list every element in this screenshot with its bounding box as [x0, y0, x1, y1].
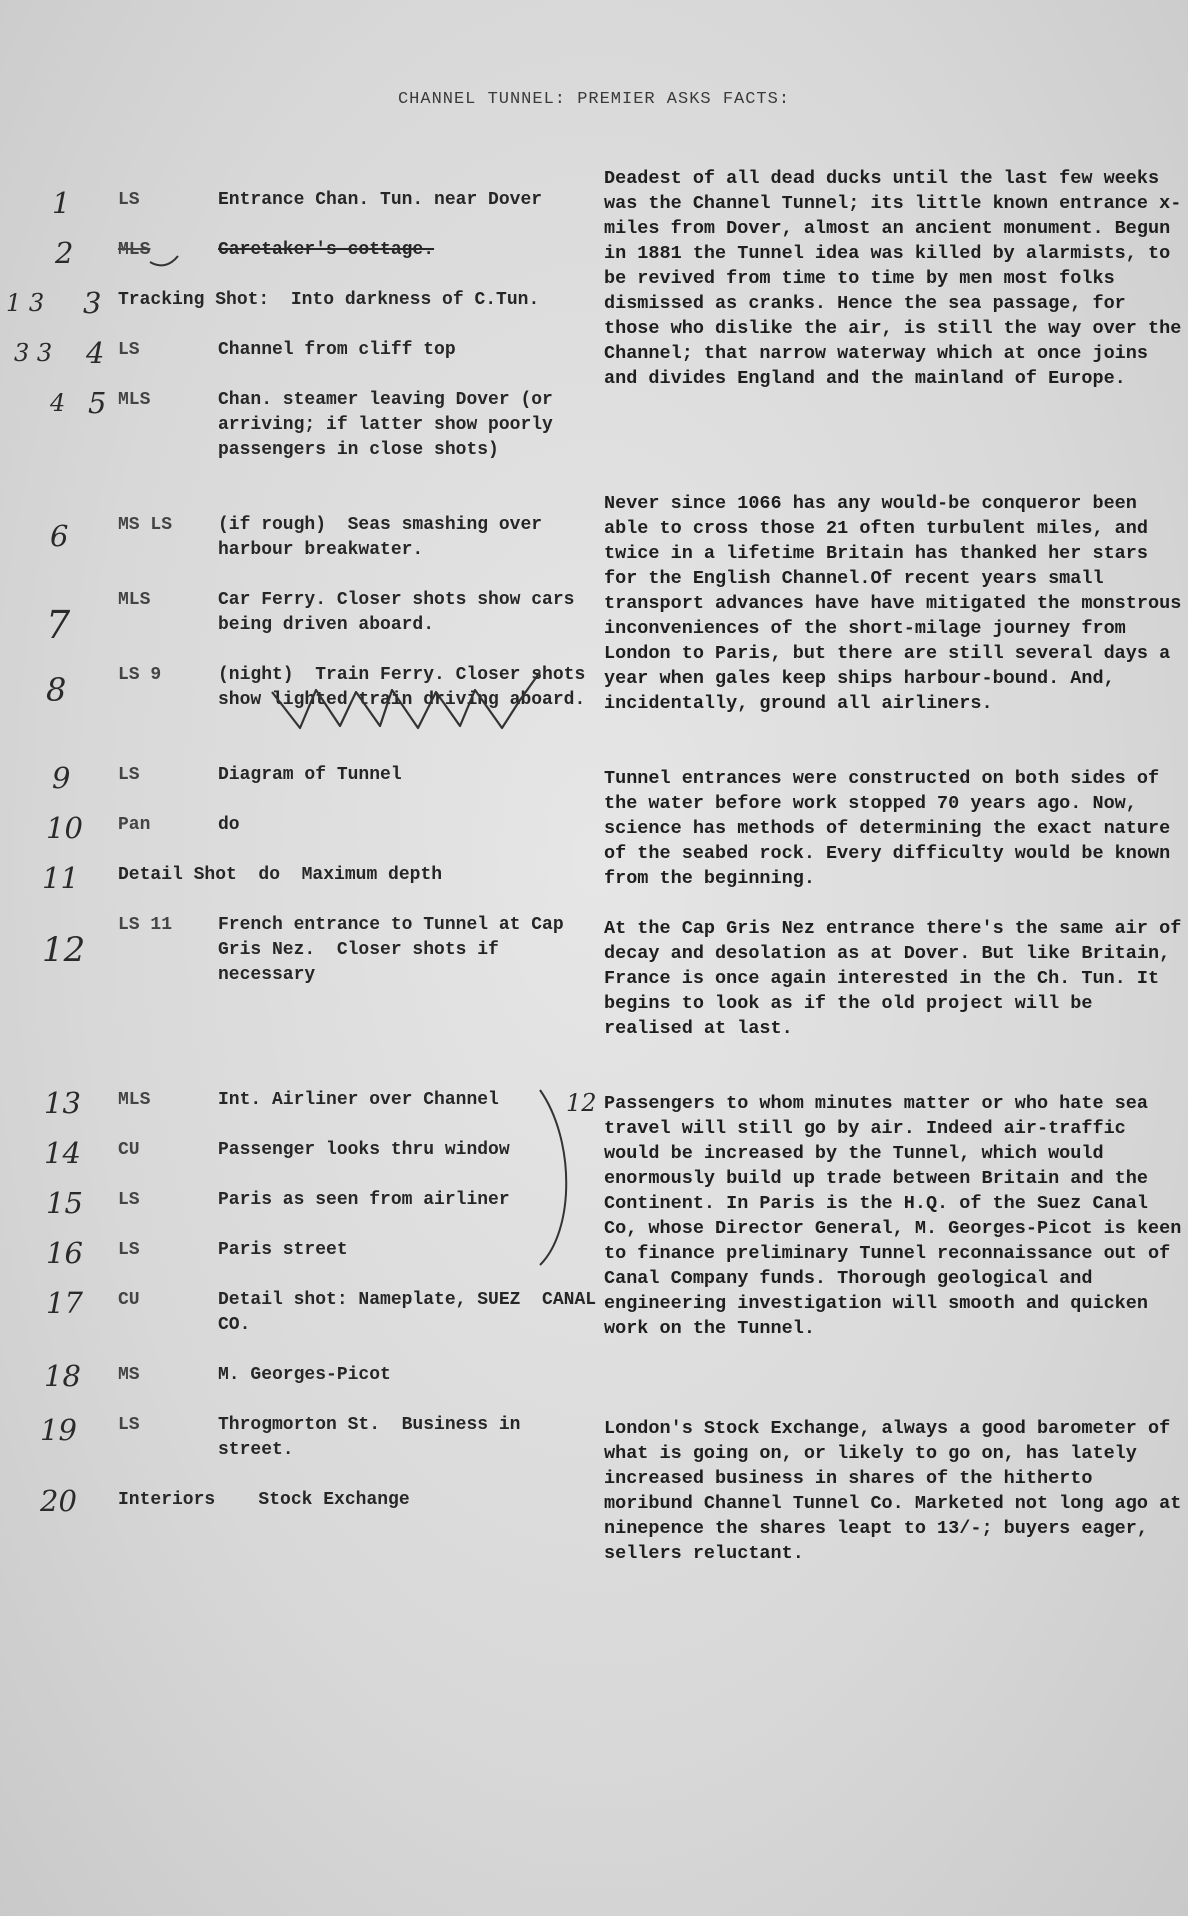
shot-code: MS LS — [118, 515, 173, 535]
shot-description: Int. Airliner over Channel — [218, 1090, 499, 1110]
shot-code: LS — [118, 1415, 140, 1435]
shot-number: 8 — [46, 671, 67, 709]
shot-code: LS 9 — [118, 665, 162, 685]
shot-number: 11 — [42, 861, 79, 895]
shot-number: 13 — [44, 1086, 81, 1120]
shot-description: Passenger looks thru window — [218, 1140, 510, 1160]
shot-number: 5 — [88, 386, 107, 420]
shot-description: Detail Shot do Maximum depth — [118, 865, 443, 885]
shot-number: 3 — [83, 286, 102, 320]
shot-description: (night) Train Ferry. Closer shots show lighted train driving aboard. — [218, 665, 597, 710]
shot-code: LS 11 — [118, 915, 173, 935]
margin-note: 1 3 — [6, 289, 45, 317]
shot-number: 19 — [40, 1413, 77, 1447]
shot-number: 4 — [86, 336, 105, 370]
shot-description: Detail shot: Nameplate, SUEZ CANAL CO. — [218, 1290, 607, 1335]
narration-paragraph: Tunnel entrances were constructed on both sides of the water before work stopped 70 years ago. Now, science has methods of determining the exact nature of the seabed rock. Every difficulty would be known from the beginning. — [604, 768, 1171, 889]
shot-number: 7 — [46, 603, 71, 647]
shot-description: Chan. steamer leaving Dover (or arriving; if latter show poorly passengers in close shots) — [218, 390, 564, 460]
shot-description: French entrance to Tunnel at Cap Gris Nez. Closer shots if necessary — [218, 915, 575, 985]
shot-description: Paris as seen from airliner — [218, 1190, 510, 1210]
shot-number: 16 — [46, 1236, 83, 1270]
shot-code: MLS — [118, 390, 151, 410]
shot-description: Interiors Stock Exchange — [118, 1490, 410, 1510]
shot-number: 12 — [42, 930, 86, 970]
shot-code: LS — [118, 1190, 140, 1210]
shot-number: 2 — [55, 236, 74, 270]
shot-description: Diagram of Tunnel — [218, 765, 402, 785]
margin-note: 12 — [566, 1089, 597, 1117]
shot-code: MLS — [118, 240, 151, 260]
shot-code: CU — [118, 1140, 140, 1160]
shot-code: MLS — [118, 1090, 151, 1110]
margin-note: 4 — [50, 389, 66, 417]
shot-number: 10 — [46, 811, 83, 845]
shot-description: Paris street — [218, 1240, 348, 1260]
margin-note: 3 3 — [14, 339, 53, 367]
shot-description: Entrance Chan. Tun. near Dover — [218, 190, 543, 210]
shot-code: CU — [118, 1290, 140, 1310]
page-title: CHANNEL TUNNEL: PREMIER ASKS FACTS: — [397, 90, 791, 109]
shot-description: Car Ferry. Closer shots show cars being driven aboard. — [218, 590, 586, 635]
shot-number: 15 — [46, 1186, 83, 1220]
shot-code: LS — [118, 765, 140, 785]
shot-number: 1 — [52, 186, 71, 220]
shot-code: LS — [118, 1240, 140, 1260]
shot-number: 17 — [46, 1286, 83, 1320]
shot-code: MLS — [118, 590, 151, 610]
narration-paragraph: Never since 1066 has any would-be conqueror been able to cross those 21 often turbulent miles, and twice in a lifetime Britain has thanked her stars for the English Channel.Of recent years small transport advances have have mitigated the monstrous inconveniences of the short-milage journey from London to Paris, but there are still several days a year when gales keep ships harbour-bound. And, incidentally, ground all airliners. — [604, 493, 1182, 714]
shot-description: do — [218, 815, 240, 835]
shot-description: Throgmorton St. Business in street. — [218, 1415, 532, 1460]
narration-paragraph: Passengers to whom minutes matter or who hate sea travel will still go by air. Indeed air-traffic would be increased by the Tunnel, which would enormously build up trade between Britain and the Continent. In Paris is the H.Q. of the Suez Canal Co, whose Director General, M. Georges-Picot is keen to finance preliminary Tunnel reconnaissance out of Canal Company funds. Thorough geological and engineering investigation will smooth and quicken work on the Tunnel. — [604, 1093, 1182, 1339]
narration-paragraph: At the Cap Gris Nez entrance there's the same air of decay and desolation as at Dover. But like Britain, France is once again interested in the Ch. Tun. It begins to look as if the old project will be realised at last. — [604, 918, 1182, 1039]
shot-code: MS — [118, 1365, 140, 1385]
shot-description: Caretaker's cottage. — [218, 240, 435, 260]
shot-code: Pan — [118, 815, 151, 835]
shot-number: 9 — [52, 761, 71, 795]
shot-description: Tracking Shot: Into darkness of C.Tun. — [118, 290, 540, 310]
shot-number: 6 — [50, 519, 69, 553]
shot-description: M. Georges-Picot — [218, 1365, 391, 1385]
shot-number: 14 — [44, 1136, 81, 1170]
narration-paragraph: London's Stock Exchange, always a good barometer of what is going on, or likely to go on, has lately increased business in shares of the hitherto moribund Channel Tunnel Co. Marketed not long ago at ninepence the shares leapt to 13/-; buyers eager, sellers reluctant. — [604, 1418, 1182, 1564]
shot-description: (if rough) Seas smashing over harbour breakwater. — [218, 515, 553, 560]
narration-paragraph: Deadest of all dead ducks until the last few weeks was the Channel Tunnel; its little known entrance x-miles from Dover, almost an ancient monument. Begun in 1881 the Tunnel idea was killed by alarmists, to be revived from time to time by men most folks dismissed as cranks. Hence the sea passage, for those who dislike the air, is still the way over the Channel; that narrow waterway which at once joins and divides England and the mainland of Europe. — [604, 168, 1182, 389]
shot-code: LS — [118, 190, 140, 210]
shot-code: LS — [118, 340, 140, 360]
shot-number: 20 — [40, 1484, 77, 1518]
shot-description: Channel from cliff top — [218, 340, 456, 360]
shot-number: 18 — [44, 1359, 81, 1393]
